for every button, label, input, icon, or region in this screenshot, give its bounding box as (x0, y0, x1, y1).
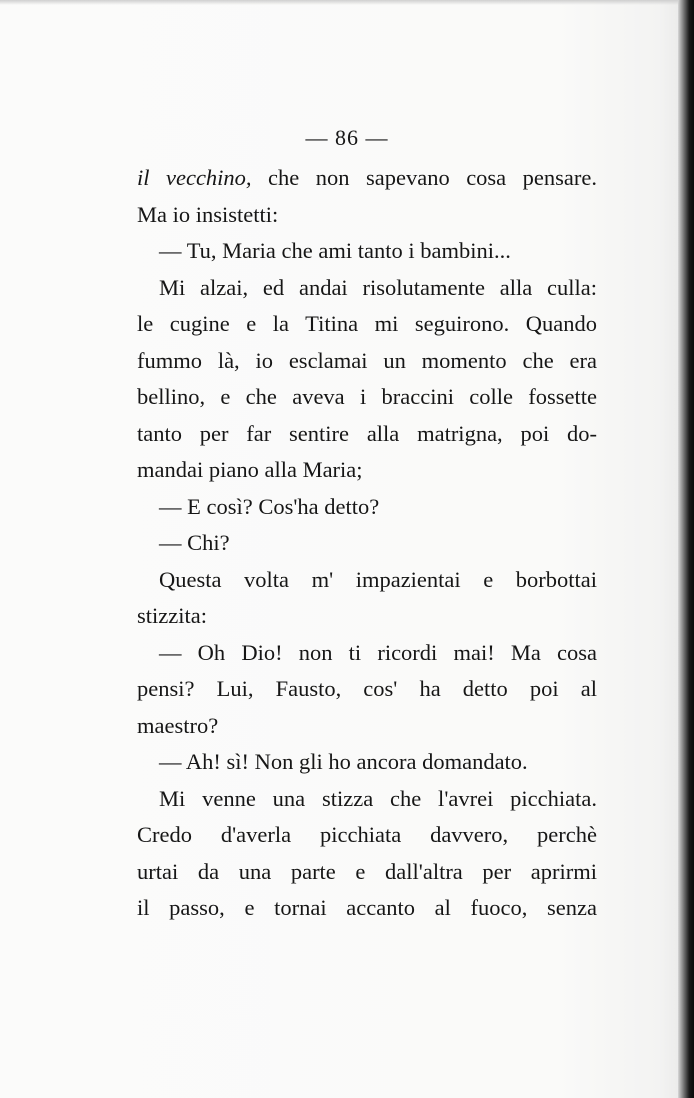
text-line: Ma io insistetti: (137, 201, 279, 227)
text-line: il passo, e tornai accanto al fuoco, senza (137, 895, 597, 920)
text-line: bellino, e che aveva i braccini colle fossette (137, 384, 597, 409)
book-spine-edge (678, 0, 694, 1098)
text-line-rest: che non sapevano cosa pensare. (251, 165, 597, 190)
text-line (137, 160, 597, 197)
text-line: — Chi? (159, 530, 230, 555)
text-line: Mi alzai, ed andai risolutamente alla culla: (159, 274, 597, 300)
italic-phrase: il vecchino, (137, 165, 252, 190)
text-line: fummo là, io esclamai un momento che era (137, 347, 597, 373)
text-line: Mi venne una stizza che l'avrei picchiata. (159, 785, 597, 811)
text-line: Questa volta m' impazientai e borbottai (159, 566, 597, 592)
text-line: Credo d'averla picchiata davvero, perchè (137, 822, 597, 847)
text-line: — Tu, Maria che ami tanto i bambini... (159, 238, 511, 263)
text-line: pensi? Lui, Fausto, cos' ha detto poi al (137, 676, 597, 701)
text-line: stizzita: (137, 603, 207, 628)
page-edge-shadow (0, 0, 694, 5)
text-line: — Oh Dio! non ti ricordi mai! Ma cosa (159, 639, 597, 665)
text-line: — Ah! sì! Non gli ho ancora domandato. (159, 749, 528, 774)
text-line: — E così? Cos'ha detto? (159, 493, 380, 519)
text-line: mandai piano alla Maria; (137, 457, 363, 482)
body-text (137, 160, 597, 927)
page-number: — 86 — (305, 125, 389, 150)
text-line: le cugine e la Titina mi seguirono. Quando (137, 311, 597, 336)
text-line: tanto per far sentire alla matrigna, poi do- (137, 420, 597, 446)
text-line: urtai da una parte e dall'altra per aprirmi (137, 858, 597, 884)
text-line: maestro? (137, 712, 219, 738)
